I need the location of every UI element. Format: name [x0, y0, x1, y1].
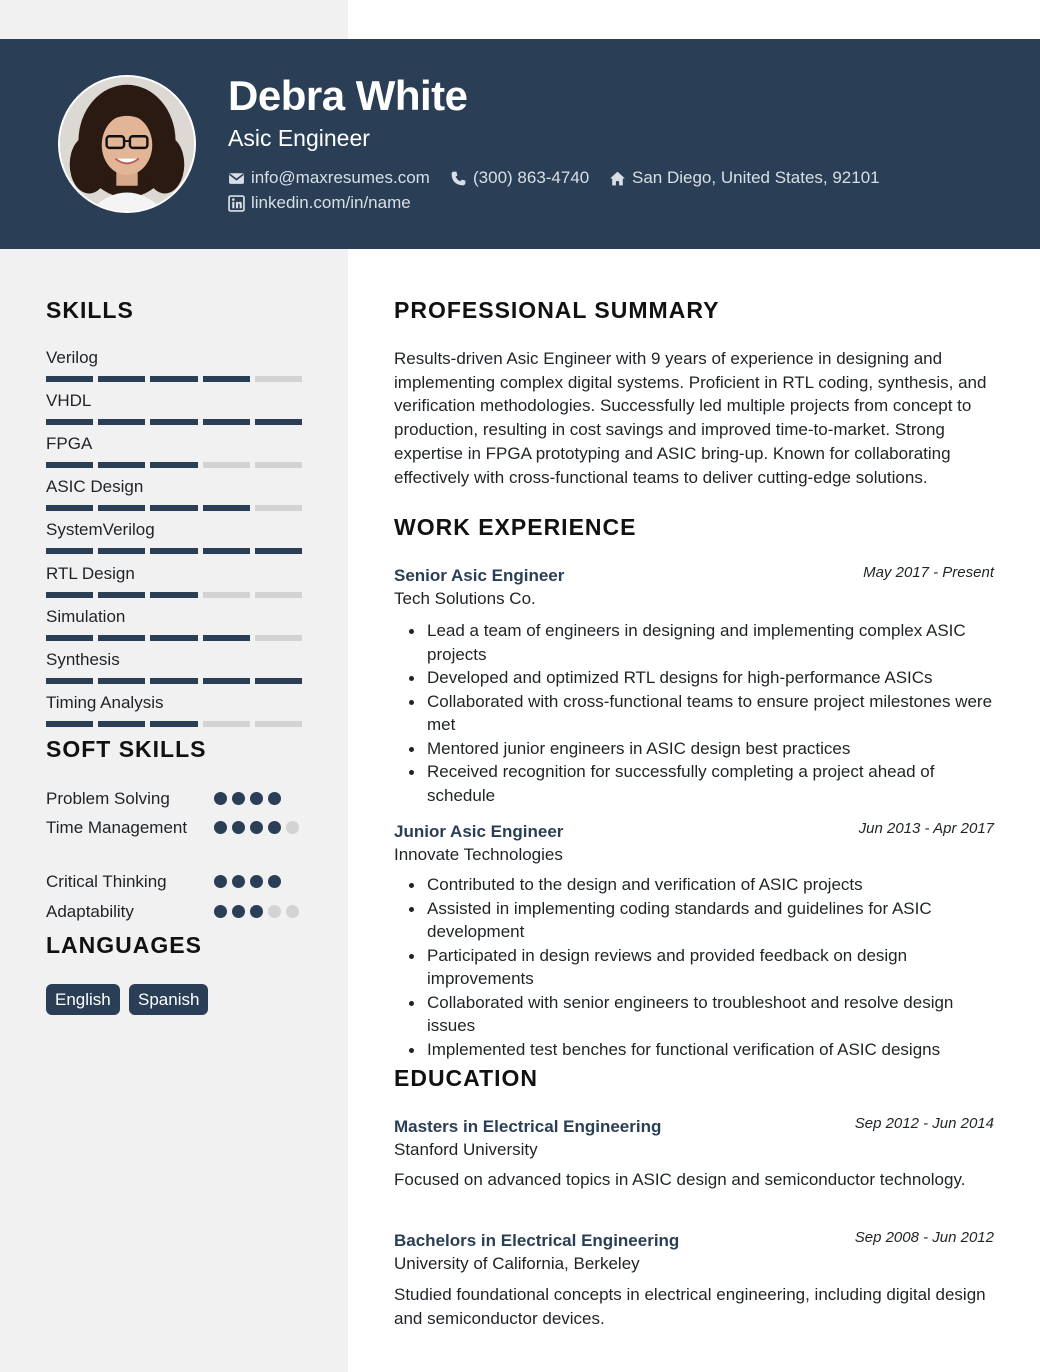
- skill-level-segment: [203, 419, 250, 425]
- skill-level-segment: [98, 721, 145, 727]
- skill-level-segment: [150, 462, 197, 468]
- skill-level-segment: [203, 505, 250, 511]
- soft-skill-rating: [214, 821, 299, 834]
- rating-dot: [250, 821, 263, 834]
- skill-level-segment: [98, 376, 145, 382]
- rating-dot: [232, 905, 245, 918]
- rating-dot: [268, 875, 281, 888]
- job-1-company: Tech Solutions Co.: [394, 589, 536, 608]
- list-item: Implemented test benches for functional verification of ASIC designs: [394, 1038, 996, 1062]
- rating-dot: [268, 905, 281, 918]
- skill-level-segment: [98, 462, 145, 468]
- portrait-illustration: [60, 77, 194, 211]
- education-heading: EDUCATION: [394, 1065, 539, 1091]
- skill-level-segment: [150, 548, 197, 554]
- job-title: Asic Engineer: [228, 125, 370, 151]
- linkedin-icon: [228, 195, 245, 212]
- resume-header: [0, 39, 1040, 249]
- list-item: Contributed to the design and verification of ASIC projects: [394, 873, 996, 897]
- soft-skill-rating: [214, 792, 281, 805]
- skills-heading: SKILLS: [46, 297, 134, 323]
- soft-skills-heading: SOFT SKILLS: [46, 736, 207, 762]
- skill-name: Simulation: [46, 606, 126, 626]
- skill-level-segment: [46, 419, 93, 425]
- skill-level-segment: [46, 548, 93, 554]
- list-item: Participated in design reviews and provided feedback on design improvements: [394, 944, 996, 991]
- skill-level-segment: [203, 548, 250, 554]
- skill-level-segment: [255, 462, 302, 468]
- soft-skill-rating: [214, 875, 281, 888]
- skill-level-segment: [150, 376, 197, 382]
- skill-level-segment: [255, 592, 302, 598]
- skill-level-segment: [98, 505, 145, 511]
- skill-name: VHDL: [46, 391, 92, 411]
- rating-dot: [214, 905, 227, 918]
- rating-dot: [286, 821, 299, 834]
- skill-level-segment: [203, 462, 250, 468]
- skill-level-segment: [98, 419, 145, 425]
- contact-email[interactable]: [228, 167, 430, 189]
- skill-level-segment: [203, 635, 250, 641]
- list-item: Lead a team of engineers in designing and implementing complex ASIC projects: [394, 619, 996, 666]
- skill-level-segment: [203, 376, 250, 382]
- language-badge-english: English: [46, 984, 120, 1015]
- list-item: Collaborated with senior engineers to troubleshoot and resolve design issues: [394, 991, 996, 1038]
- skill-level-bar: [46, 548, 302, 554]
- skill-level-segment: [150, 678, 197, 684]
- rating-dot: [250, 792, 263, 805]
- skill-level-segment: [46, 462, 93, 468]
- skill-level-segment: [46, 505, 93, 511]
- skill-name: Timing Analysis: [46, 692, 164, 712]
- skill-level-segment: [98, 592, 145, 598]
- email-text: info@maxresumes.com: [251, 168, 430, 187]
- edu-1-description: Focused on advanced topics in ASIC design and semiconductor technology.: [394, 1170, 966, 1189]
- skill-level-segment: [98, 548, 145, 554]
- skill-level-bar: [46, 376, 302, 382]
- soft-skill-name: Problem Solving: [46, 789, 170, 808]
- skill-level-bar: [46, 592, 302, 598]
- skill-level-segment: [150, 505, 197, 511]
- job-1-date: May 2017 - Present: [863, 564, 994, 581]
- rating-dot: [214, 875, 227, 888]
- rating-dot: [250, 875, 263, 888]
- languages-heading: LANGUAGES: [46, 932, 202, 958]
- skill-level-bar: [46, 678, 302, 684]
- edu-2-date: Sep 2008 - Jun 2012: [854, 1229, 994, 1246]
- summary-text: Results-driven Asic Engineer with 9 years of experience in designing and implementing complex digital systems. Proficient in RTL coding, synthesis, and verification methodologies. Successfully led multiple projects from concept to production, resulting in cost savings and improved time-to-market. Strong expertise in FPGA prototyping and ASIC bring-up. Known for collaborating effectively with cross-functional teams to deliver cutting-edge solutions.: [394, 349, 987, 487]
- skill-name: FPGA: [46, 434, 93, 454]
- linkedin-text: linkedin.com/in/name: [251, 193, 411, 212]
- edu-1-date: Sep 2012 - Jun 2014: [854, 1115, 994, 1132]
- skill-level-segment: [98, 678, 145, 684]
- envelope-icon: [228, 170, 245, 187]
- job-2-bullets: [394, 873, 996, 1061]
- edu-2-degree: Bachelors in Electrical Engineering: [394, 1231, 680, 1250]
- skill-level-bar: [46, 462, 302, 468]
- skill-level-segment: [203, 678, 250, 684]
- address-text: San Diego, United States, 92101: [632, 168, 880, 187]
- soft-skill-rating: [214, 905, 299, 918]
- edu-1-school: Stanford University: [394, 1140, 538, 1159]
- rating-dot: [232, 792, 245, 805]
- list-item: Collaborated with cross-functional teams to ensure project milestones were met: [394, 690, 996, 737]
- skill-level-segment: [150, 721, 197, 727]
- skill-level-segment: [46, 635, 93, 641]
- skill-level-segment: [203, 592, 250, 598]
- soft-skill-name: Critical Thinking: [46, 872, 167, 891]
- rating-dot: [250, 905, 263, 918]
- rating-dot: [268, 821, 281, 834]
- skill-level-segment: [255, 678, 302, 684]
- rating-dot: [232, 875, 245, 888]
- skill-name: ASIC Design: [46, 477, 144, 497]
- phone-icon: [450, 170, 467, 187]
- list-item: Assisted in implementing coding standards and guidelines for ASIC development: [394, 897, 996, 944]
- experience-heading: WORK EXPERIENCE: [394, 514, 637, 540]
- skill-level-segment: [255, 376, 302, 382]
- skill-name: Synthesis: [46, 649, 120, 669]
- skill-level-segment: [203, 721, 250, 727]
- language-badge-spanish: Spanish: [129, 984, 208, 1015]
- skill-level-bar: [46, 419, 302, 425]
- skill-name: Verilog: [46, 348, 98, 367]
- soft-skill-name: Adaptability: [46, 902, 134, 921]
- job-1-bullets: [394, 619, 996, 807]
- rating-dot: [286, 905, 299, 918]
- job-2-date: Jun 2013 - Apr 2017: [858, 820, 994, 837]
- skill-level-segment: [46, 592, 93, 598]
- skill-level-bar: [46, 721, 302, 727]
- edu-2-school: University of California, Berkeley: [394, 1254, 640, 1273]
- home-icon: [609, 170, 626, 187]
- edu-2-description: Studied foundational concepts in electrical engineering, including digital design and semiconductor devices.: [394, 1285, 986, 1328]
- skill-level-segment: [150, 592, 197, 598]
- skill-level-segment: [46, 376, 93, 382]
- skill-level-segment: [255, 419, 302, 425]
- skill-level-segment: [98, 635, 145, 641]
- skill-level-bar: [46, 635, 302, 641]
- contact-linkedin[interactable]: [228, 192, 411, 214]
- job-2-title: Junior Asic Engineer: [394, 822, 564, 841]
- skill-level-segment: [255, 635, 302, 641]
- skill-level-segment: [255, 548, 302, 554]
- contact-phone[interactable]: [450, 167, 589, 189]
- skill-name: SystemVerilog: [46, 520, 155, 540]
- list-item: Developed and optimized RTL designs for high-performance ASICs: [394, 666, 996, 690]
- skill-name: RTL Design: [46, 563, 135, 583]
- rating-dot: [214, 821, 227, 834]
- rating-dot: [268, 792, 281, 805]
- skill-level-segment: [150, 635, 197, 641]
- profile-photo: [58, 75, 196, 213]
- rating-dot: [214, 792, 227, 805]
- candidate-name: Debra White: [228, 72, 468, 119]
- phone-text: (300) 863-4740: [473, 168, 590, 187]
- edu-1-degree: Masters in Electrical Engineering: [394, 1117, 662, 1136]
- list-item: Mentored junior engineers in ASIC design best practices: [394, 737, 996, 761]
- contact-address: [609, 167, 880, 189]
- skill-level-segment: [255, 721, 302, 727]
- soft-skill-name: Time Management: [46, 818, 188, 837]
- skill-level-segment: [46, 678, 93, 684]
- job-1-title: Senior Asic Engineer: [394, 566, 565, 585]
- rating-dot: [232, 821, 245, 834]
- list-item: Received recognition for successfully completing a project ahead of schedule: [394, 760, 996, 807]
- skill-level-segment: [150, 419, 197, 425]
- skill-level-segment: [255, 505, 302, 511]
- job-2-company: Innovate Technologies: [394, 845, 563, 864]
- skill-level-segment: [46, 721, 93, 727]
- summary-heading: PROFESSIONAL SUMMARY: [394, 297, 720, 323]
- skill-level-bar: [46, 505, 302, 511]
